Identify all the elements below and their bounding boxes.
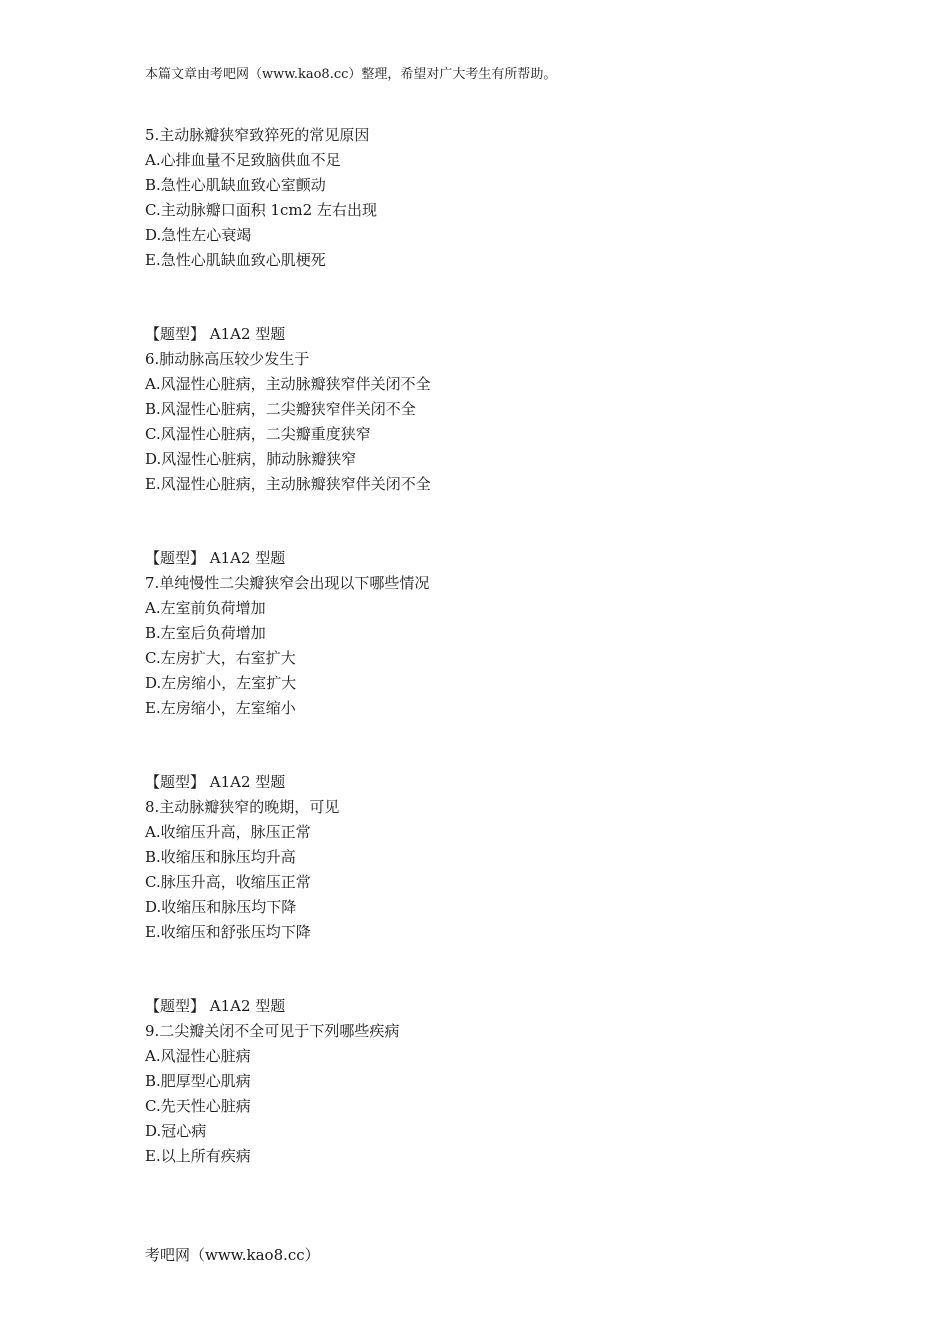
option-a: A.风湿性心脏病，主动脉瓣狭窄伴关闭不全 xyxy=(145,375,431,393)
question-8 xyxy=(145,770,865,945)
question-type-label: 【题型】 A1A2 型题 xyxy=(145,997,286,1015)
option-b: B.收缩压和脉压均升高 xyxy=(145,848,296,866)
question-stem: 9.二尖瓣关闭不全可见于下列哪些疾病 xyxy=(145,1022,400,1040)
option-e: E.收缩压和舒张压均下降 xyxy=(145,923,311,941)
footer-note: 考吧网（www.kao8.cc） xyxy=(145,1246,320,1264)
option-b: B.左室后负荷增加 xyxy=(145,624,266,642)
option-e: E.左房缩小，左室缩小 xyxy=(145,699,296,717)
question-stem: 7.单纯慢性二尖瓣狭窄会出现以下哪些情况 xyxy=(145,574,430,592)
option-d: D.冠心病 xyxy=(145,1122,207,1140)
question-type-label: 【题型】 A1A2 型题 xyxy=(145,325,286,343)
question-type-label: 【题型】 A1A2 型题 xyxy=(145,549,286,567)
option-b: B.急性心肌缺血致心室颤动 xyxy=(145,176,326,194)
option-d: D.风湿性心脏病，肺动脉瓣狭窄 xyxy=(145,450,357,468)
option-a: A.左室前负荷增加 xyxy=(145,599,266,617)
question-6 xyxy=(145,322,865,497)
option-a: A.风湿性心脏病 xyxy=(145,1047,251,1065)
question-stem: 8.主动脉瓣狭窄的晚期，可见 xyxy=(145,798,340,816)
option-b: B.肥厚型心肌病 xyxy=(145,1072,251,1090)
option-d: D.左房缩小，左室扩大 xyxy=(145,674,297,692)
option-a: A.心排血量不足致脑供血不足 xyxy=(145,151,341,169)
question-type-label: 【题型】 A1A2 型题 xyxy=(145,773,286,791)
question-5 xyxy=(145,123,865,273)
header-note: 本篇文章由考吧网（www.kao8.cc）整理，希望对广大考生有所帮助。 xyxy=(145,67,557,82)
option-e: E.以上所有疾病 xyxy=(145,1147,251,1165)
option-c: C.风湿性心脏病，二尖瓣重度狭窄 xyxy=(145,425,371,443)
option-c: C.脉压升高，收缩压正常 xyxy=(145,873,311,891)
option-a: A.收缩压升高，脉压正常 xyxy=(145,823,311,841)
option-d: D.急性左心衰竭 xyxy=(145,226,252,244)
option-e: E.风湿性心脏病，主动脉瓣狭窄伴关闭不全 xyxy=(145,475,431,493)
option-c: C.主动脉瓣口面积 1cm2 左右出现 xyxy=(145,201,377,219)
option-b: B.风湿性心脏病，二尖瓣狭窄伴关闭不全 xyxy=(145,400,416,418)
question-stem: 6.肺动脉高压较少发生于 xyxy=(145,350,310,368)
question-7 xyxy=(145,546,865,721)
option-c: C.左房扩大，右室扩大 xyxy=(145,649,296,667)
option-c: C.先天性心脏病 xyxy=(145,1097,251,1115)
option-d: D.收缩压和脉压均下降 xyxy=(145,898,297,916)
question-9 xyxy=(145,994,865,1169)
question-stem: 5.主动脉瓣狭窄致猝死的常见原因 xyxy=(145,126,370,144)
option-e: E.急性心肌缺血致心肌梗死 xyxy=(145,251,326,269)
